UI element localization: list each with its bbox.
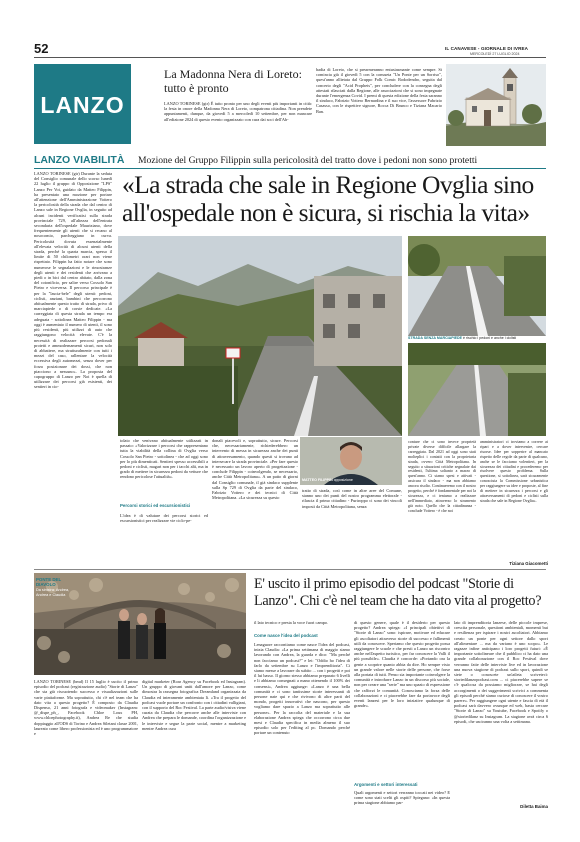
podcast-col4b: Quali argomenti e settori verranno toccati nei video? E come sono stati scelti gli ospiti? Spiegano: «In questa prima stagione abbiamo par-: [354, 790, 450, 806]
main-col2-subhead: Percorsi storici ed escursionistici: [120, 503, 191, 508]
portrait-name: MATTEO FILIPPIN: [302, 478, 333, 482]
podcast-col5: lato di imprenditoria lanzese, delle piccole imprese, crescita personale, questioni ambientali, momenti bui e resilienza per ispirare i nostri ascoltatori. Abbiamo creato un ponte per ogni settore dallo sport all'alimentare ... ma da variano è uno scopo». Le ragazze infine anticipano i loro progetti futuri: «È importante sottolineare che il pubblico ci ha dato una grande collaborazione con il Roc Festival dove verranno fatte delle interviste live ed in lavorazione una nuova stagione di podcast sullo sport, quindi se siete o conoscete un'atleta scrivetecì: storiedilanzopodcast.com ... ci piacerebbe sapere se c'è qualcosa da possiamo migliorare, se hai degli accorgimenti o dei suggerimenti scrivici a commenta gli episodi perché siamo curiose di conoscere il vostro parere». Per raggiungere ogni utente e fascia di età il podcast sarà davvero ovunque ed web, basta cercare "Storie di Lanzo" su Youtube, Facebook e Spotify o @storiedilanz su Instagram. La stagione avrà circa 6 episodi, che usciranno una volta a settimana.: [454, 620, 548, 724]
main-subhead: Mozione del Gruppo Filippin sulla pericolosità del tratto dove i pedoni non sono protetti: [138, 155, 478, 166]
street-photo-bottom: [408, 343, 546, 436]
main-col2: tolato che venivano abitualmente utilizzati in passato: «Valorizzare i percorsi che rappresentano tutta la viabilità della collina di Ovglia verso Cossolo San Pietro - sottolinea - che ad oggi sono per lo più dimenticati. Sentieri spesso accessibili a pedoni e ciclisti, magari non per i tacchi alti, ma in grado di mettere in sicurezza pedoni da vetture che rendono pericolose l'attualità».: [120, 438, 208, 480]
street-caption-label: STRADA SENZA MARCIAPIEDE: [408, 336, 463, 340]
podcast-photo-caption: Da sinistra: Andrea, Andrea e Claudia: [36, 588, 70, 597]
main-lead: LANZO TORINESE (gtr) Durante la seduta del Consiglio comunale dello scorso lunedì 22 luglio il gruppo di Opposizione "LPS" Lanzo Per Voi, guidato da Matteo Filippin, ha presentato una mozione per portare all'attenzione dell'Amministrazione Vottero la pericolosità della strada che dal centro di Lanzo sale in Regione Ovglia, in seguito ad alcuni incidenti verificatisi sulla strada provinciale 729, all'altezza dell'entrata secondaria dell'ospedale Mauriziano, dove frequentemente gli utenti che si recano al nosocomio, parcheggiano in curva. Pericolosità dovuta essenzialmente all'elevata velocità di alcuni utenti della strada, perché la quarta marcia, spesso il limite di 50 chilometri orari non viene rispettato. Filippin ha fatto notare che sono numerose le segnalazioni e le rimostranze degli utenti e dei residenti che arrivano a piedi o in bici dal centro abitato, dalla zona del cotonificio, per salire verso Cossolo San Pietro e viceversa. Il percorso principale è per la "lascia-bele" degli utenti: pedoni, ciclisti, anziani, bambini che percorrono abitualmente questo tratto di strada, privo di marciapiede o di corsie dedicate. «La carreggiata di questa strada un tempo era adeguata - sottolinea Matteo Filippin - ma oggi è aumentato il numero di utenti, il sono più residenti, più utilizzi di auto che raggiungono velocità elevate. C'è la necessità di realizzare percorsi pedonali protetti e ammodernamenti sicuri, non solo di abbattere, ma strutturalmente con tutti i mezzi del caso, rallentare la velocità eccessiva degli automezzi, senza dover per forza posizionare dei dossi, che non piacciono a nessuno». La proposta del capogruppo di Lanzo per Noi è quella di utilizzare dei percorsi già esistenti, dei sentieri in cio-: [34, 171, 112, 390]
header-rule: [34, 57, 546, 58]
page-number: 52: [34, 41, 49, 56]
paper-name: IL CANAVESE - GIORNALE DI IVREA: [445, 46, 529, 51]
main-col3: donali piacevoli e, soprattutto, sicure. Percorsi che, necessariamente, richiederebbero un intervento di messa in sicurezza anche dei punti di attraversamento, quando questi si trovano ad intersecare la strada provinciale. «Per fare questo è necessario un lavoro aperto di progettazione - conclude Filippin - coinvolgendo, se necessario, anche Città Metropolitana». A un patto di giorni dal Consiglio comunale, il già sindaco supplente sulla Sp 729 di Ovglia da parte del sindaco, Fabrizio Vottero e dei tecnici di Città Metropolitana. «La sicurezza su questo: [212, 438, 298, 501]
podcast-photo-label: PONTE DEL DIAVOLO: [36, 577, 62, 587]
street-photo-top: [408, 236, 546, 336]
street-caption-text: è rischio i pedoni e anche i ciclisti: [463, 336, 517, 340]
podcast-col4: di questo genere, quale è il desiderio per questo progetto? Andrea spiega: «I principali obiettivi di "Storie di Lanzo" sono: ispirare, motivare ed educare gli ascoltatori attraverso storie di successo e fallimenti utili da conoscere. Speriamo che questo progetto possa raggiungere le scuole e che presti a Lanzo un riscontro anche nell'aspetto turistico, per far conoscere la Valli il più possibile». Claudia è concorde: «Portando ora la gente a scoprire quanto abbia da dire. Ho sempre visto un grande valore nelle storie delle persone, che forse alla portata di tutti. Penso sia importante coinvolgere la comunità e introdurre Lanzo in un discorso più sociale, non per creare una "serie" ma uno spazio di espressione che rafforzi le comunità. Conosciamo la forza delle collaborazioni e ci piacerebbe fare da portavoce degli eventi lanzesi per le loro iniziative qualunque di grande».: [354, 620, 450, 709]
street-photo-caption: [408, 336, 548, 340]
top-story-col2: badia di Loreto, che si prearmeranno entusiasmante come sempre. Si comincia già il giovedì 5 con la consueta "Un Ponte per un Sorriso", quest'anno allietata dal Gruppo Folk Comic Rododendro, seguita dal concerto degli "Acid Prophets", per concludere con la consegna degli attestati rilasciati dalla Regione, alle associazioni che si sono impegnate durante l'emergenza Covid. I premi di questa edizione della festa saranno il sindaco, Fabrizio Vottero Bernardina e il suo vice, l'assessore Fabrizio Casasso, con le rispettive signore, Rocca Di Brunco e Tiziana Macario Ban.: [316, 67, 442, 114]
issue-date: MERCOLEDÌ 27 LUGLIO 2024: [470, 52, 520, 56]
podcast-col4-subhead: Argomenti e settori interessati: [354, 782, 418, 787]
main-kicker: LANZO VIABILITÀ: [34, 154, 125, 166]
top-story-col1: LANZO TORINESE (gtr) È tutto pronto per uno degli eventi più importanti in città: la festa in onore della Madonna Nera di Loreto, compatrona cittadina. Non prendete appuntamenti, dunque, da giovedì 5 a mercoledì 10 settembre, per non mancare all'edizione 2024 di questo evento organizzato con cura dai soci dell'Ab-: [164, 101, 312, 122]
main-col5: contare che ci sono invece proprietà private diverse difficile allargare la carreggiata. Dal 2021 ad oggi sono stati molteplici i contatti con la proprietaria strada, ovvero Città Metropolitana. In seguito a situazioni critiche segnalate dai residenti, l'ultima soltanto a marzo di quest'anno. Ci siamo spesi e attivati - assicura il sindaco - ma non abbiamo ancora risolto. Continueremo con il nostro progetto, perché è fondamentale per noi la sicurezza, e ci teniamo a realizzare nell'immediato, attraverso lo strumento già noto. Quello che la cittadinanza - conclude Vottero - è che noi: [408, 440, 476, 513]
road-photo: [118, 236, 402, 436]
road-image: [118, 236, 402, 436]
main-col4: tratto di strada, così come in altre aree del Comune, stanno uno dei punti del nostro programma elettorale - rilascia il primo cittadino - Purtroppo ci sono dei vincoli imposti da Città Metropolitana, senza: [302, 488, 402, 509]
top-story-title: La Madonna Nera di Loreto: tutto è pronto: [164, 67, 302, 95]
street-image-bottom: [408, 343, 546, 436]
church-photo: [446, 64, 546, 146]
main-byline: Tiziana Giacometti: [509, 561, 548, 566]
podcast-col3: Lenaguore raccontiamo come nasce l'idea del podcast, inizia Claudia: «La prima settimana di maggio siamo lavorando con Andrea, la guarda e dico: "Ma perché non facciamo un podcast?" e lei: "Oddio ho l'idea di farlo da settembre su Lanzo e l'imprenditoria". Ci siamo messe a lavorare da subito ... con i progetti e poi il lui basso. Il giorno stesso abbiamo preparato 6 livelli e li abbiamo consegnati a mano ottenendo il 100% dei consensi», Andrea aggiunge: «Lanzo è una bella comunità e ci sono tantissime storie interessanti di persone nate qui e che rivivono di altre parti del mondo, progetti innovativi che nascono, per questo vogliamo dare spazio a Lanzo ma soprattutto alle persone». Per la raccolta del materiale e la sua elaborazione Andrea spiega che occorrono circa due mesi e Claudia specifica in media almeno il suo episodio solo per l'editing al pc. Domando perché portare un contenuto: [254, 642, 350, 736]
portrait-caption: [302, 478, 353, 482]
section-name: LANZO: [40, 92, 125, 118]
podcast-col3-intro: il lato tecnico e presta la voce fuori campo.: [254, 620, 329, 625]
podcast-lead: LANZO TORINESE (bmd) Il 15 luglio è uscito il primo episodio del podcast (registrazione audio) "Storie di Lanzo" che sta già riscuotendo successo e visualizzazioni sulle varie piattaforme. Ma soprattutto, chi c'è nel team che ha dato vita a questo progetto? È composto da Claudia Dispenso, 21 anni fotografa e videomaker (Instagram: @_dispe_ph_, Facebook Chloe Loux PH, www.chloephotography.it), Andrea Re che studia doppiaggio all'ODS di Torino e Andrea Siletani classe 2001, laureato come libero professionista ed è uno programmatore e: [34, 679, 138, 737]
main-col6: amministratori ci troviamo a correre ai ripari e a dover intervenire, cercare risorse. Idee per sopperire al mancato rispetto delle regole da parte di qualcuno, anche se le facciamo volentieri, per la sicurezza dei cittadini e procederemo per risolvere questo problema. Sulla questione, si sottolinea, sarà sicuramente conosciuta la Commissione urbanistica per raggiungere su idee e proposte, al fine di mettere in sicurezza i percorsi e gli attraversamenti di pedoni e ciclisti sulla strada che sale in Regione Ovglia».: [480, 440, 548, 503]
podcast-headline: E' uscito il primo episodio del podcast "Storie di Lanzo". Chi c'è nel team che ha dato vita al progetto?: [254, 576, 542, 609]
portrait-role: opposizione: [333, 478, 353, 482]
podcast-divider: [34, 569, 546, 570]
church-image: [446, 64, 546, 146]
podcast-byline: Diletta Baima: [520, 804, 548, 809]
street-image-top: [408, 236, 546, 336]
main-col2b: L'idea è di valutare dei percorsi storici ed escursionistici per realizzare vie ciclo-pe-: [120, 513, 208, 524]
podcast-col3-subhead: Come nasce l'idea del podcast: [254, 633, 318, 638]
main-headline: «La strada che sale in Regione Ovglia sino all'ospedale non è sicura, si rischia la vita»: [122, 170, 534, 227]
podcast-col2: digital marketer (Roar Agency su Facebook ed Instagram). Un gruppo di giovani uniti dall'amore per Lanzo, come dimostra la rassegna fotografica Dreamland organizzata da Claudia ed interamente ambientata lì. «Tra il progetto del podcast vuole portare un confronto con i cittadini valligiani, con il supporto del Roc Festival. La parte audio/visiva viene curata da Claudia che percorre anche alle interviste con Andrea che prepara le domande, coordina l'organizzazione e le interviste e segue la parte social, mentre a marketing mentre Andrea cura: [142, 679, 246, 731]
